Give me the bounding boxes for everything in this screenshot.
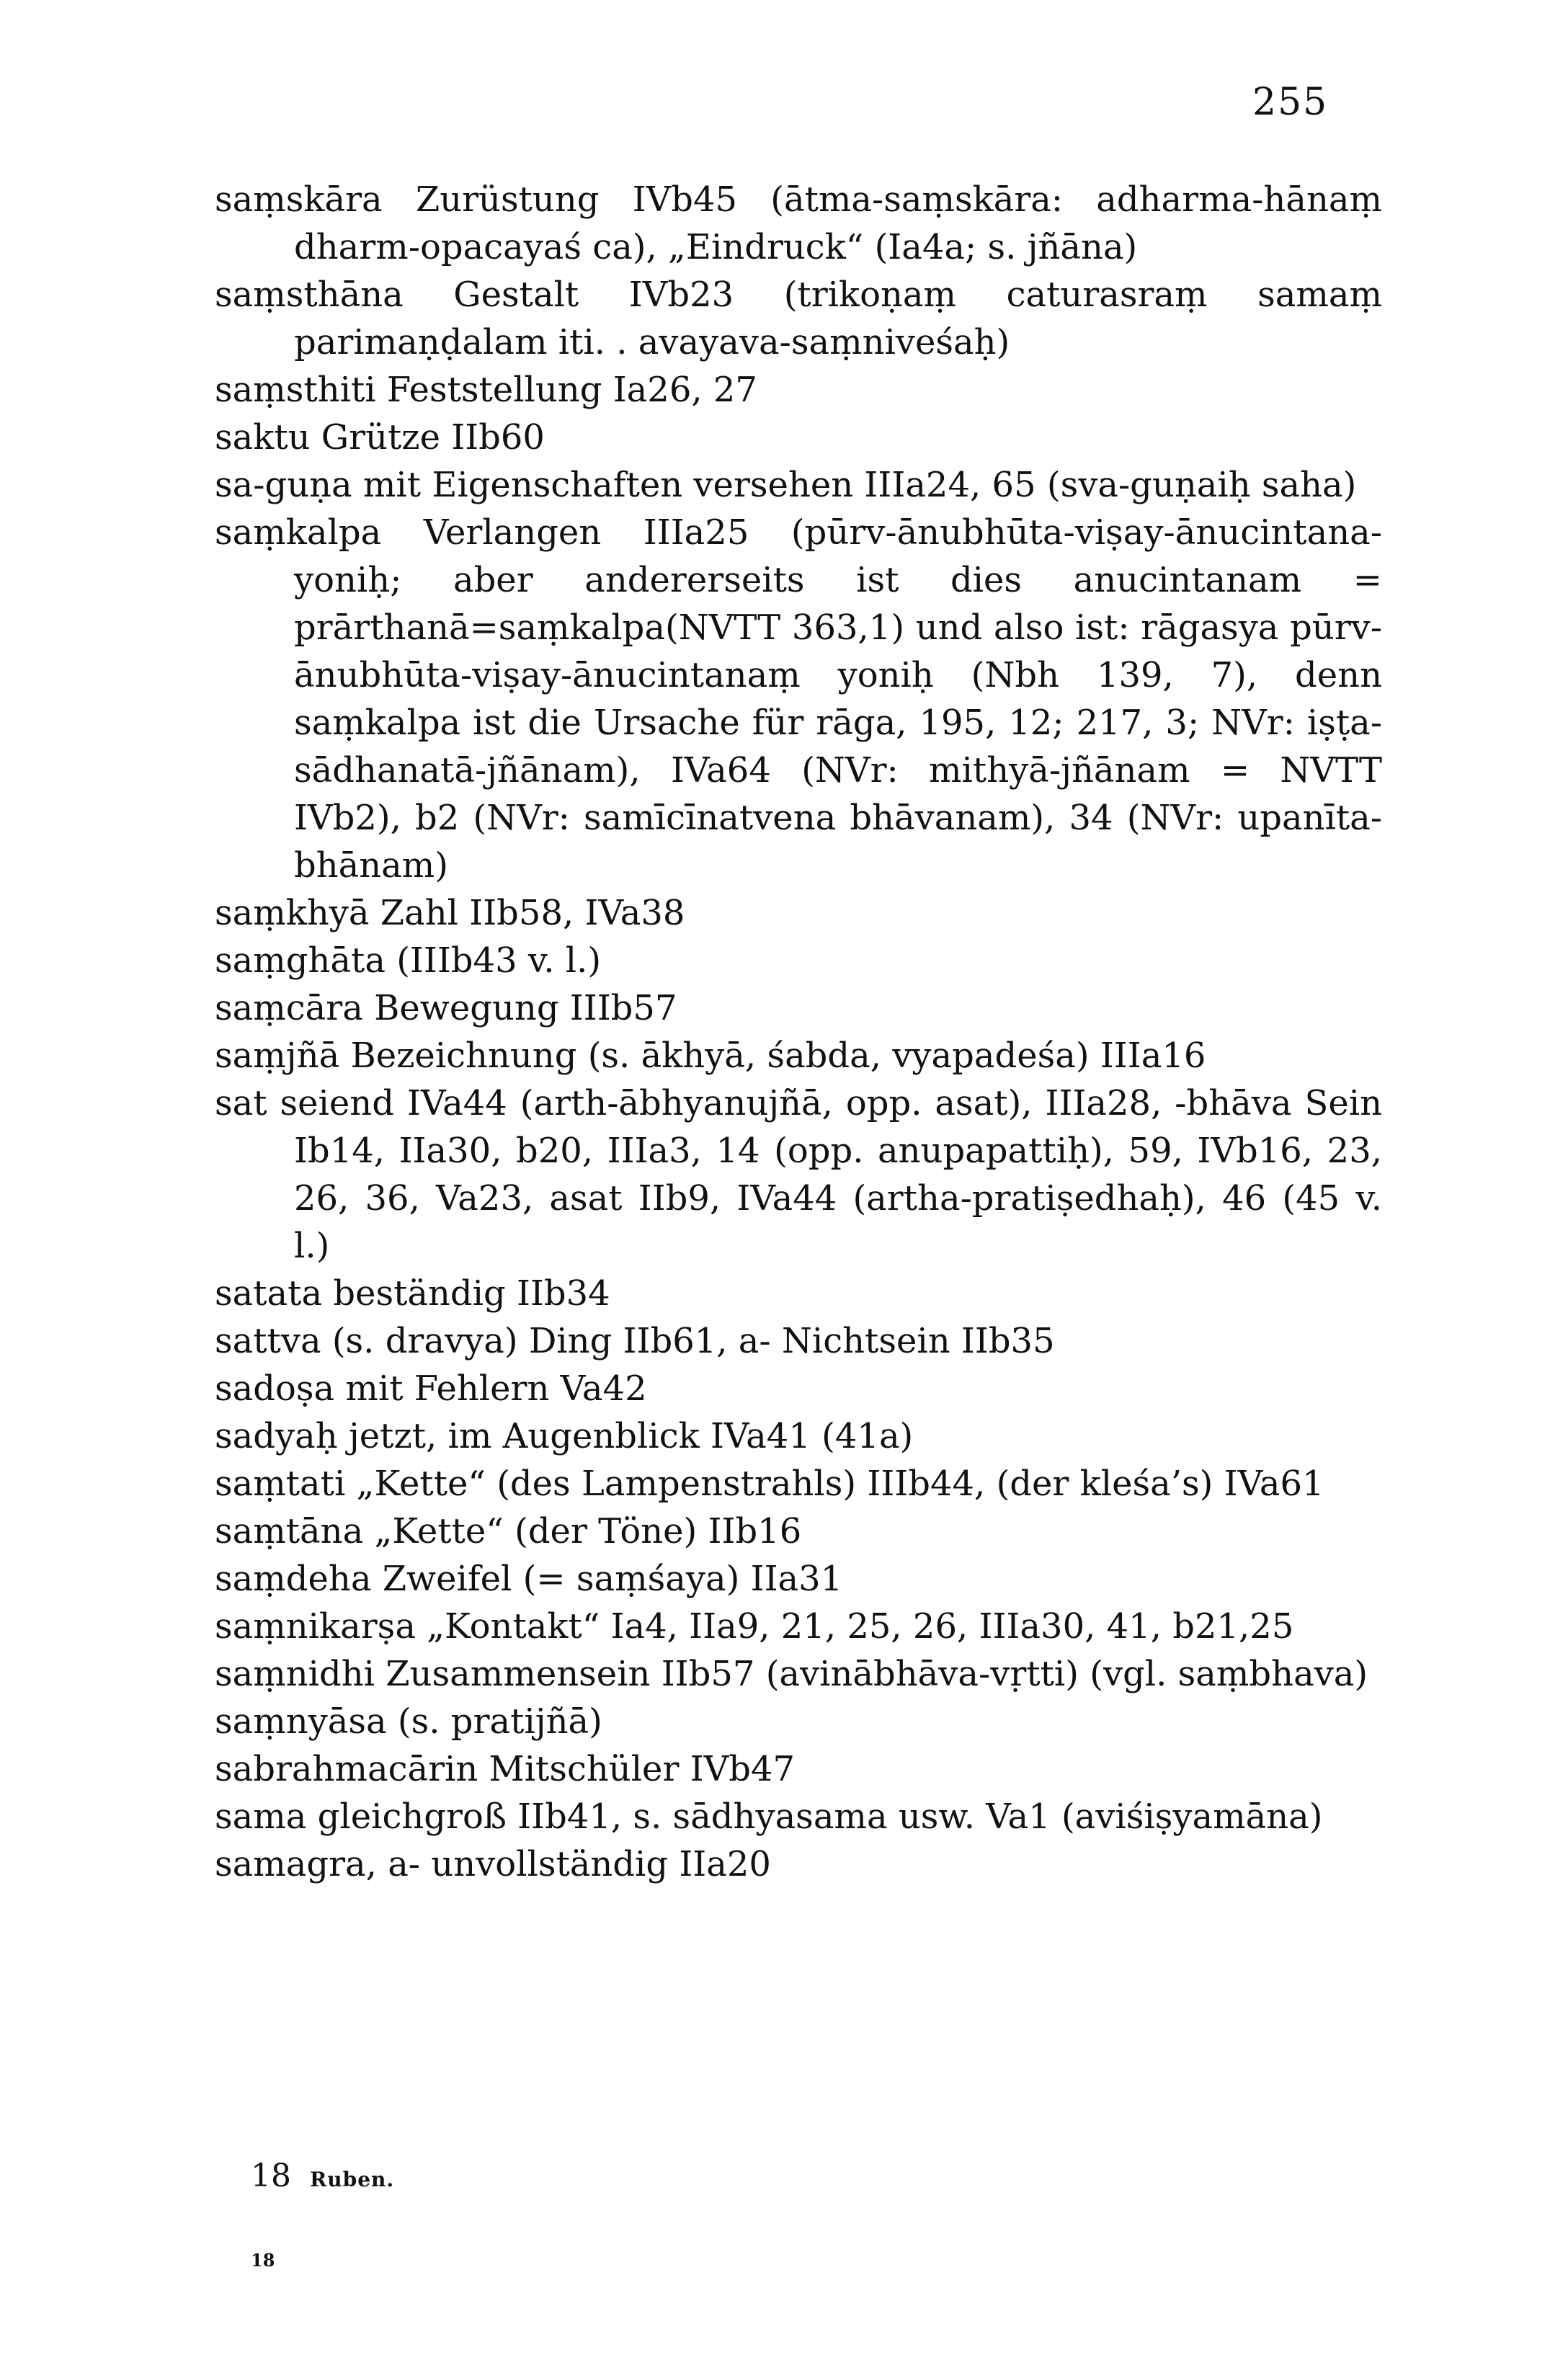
glossary-entry: saktu Grütze IIb60 <box>215 417 545 458</box>
glossary-entry: satata beständig IIb34 <box>215 1273 610 1314</box>
glossary-entry: saṃcāra Bewegung IIIb57 <box>215 988 677 1028</box>
glossary-entry: saṃskāra Zurüstung IVb45 (ātma-saṃskāra: adharma-hānaṃ dharm-opacayaś ca), „Eindruck“ (Ia4a; s. jñāna) <box>215 179 1382 267</box>
glossary-entry: sama gleichgroß IIb41, s. sādhyasama usw. Va1 (aviśiṣyamāna) <box>215 1796 1323 1837</box>
glossary-entry: saṃjñā Bezeichnung (s. ākhyā, śabda, vyapadeśa) IIIa16 <box>215 1036 1206 1076</box>
signature-number: 18 <box>251 2158 291 2194</box>
signature-author: Ruben. <box>310 2168 395 2191</box>
glossary-entry: sat seiend IVa44 (arth-ābhyanujñā, opp. asat), IIIa28, -bhāva Sein Ib14, IIa30, b20, IIIa3, 14 (opp. anupapattiḥ), 59, IVb16, 23, 26, 36, Va23, asat IIb9, IVa44 (artha-pratiṣedhaḥ), 46 (45 v. l.) <box>215 1083 1382 1266</box>
glossary-entry: saṃtāna „Kette“ (der Töne) IIb16 <box>215 1511 802 1551</box>
glossary-entry: saṃkalpa Verlangen IIIa25 (pūrv-ānubhūta-viṣay-ānucintana-yoniḥ; aber andererseits ist dies anucintanam = prārthanā=saṃkalpa(NVTT 363,1) und also ist: rāgasya pūrv-ānubhūta-viṣay-ānucintanaṃ yoniḥ (Nbh 139, 7), denn saṃkalpa ist die Ursache für rāga, 195, 12; 217, 3; NVr: iṣṭa-sādhanatā-jñānam), IVa64 (NVr: mithyā-jñānam = NVTT IVb2), b2 (NVr: samīcīnatvena bhāvanam), 34 (NVr: upanīta-bhānam) <box>215 512 1382 886</box>
glossary-entry: samagra, a- unvollständig IIa20 <box>215 1844 771 1884</box>
glossary-entry: saṃsthiti Feststellung Ia26, 27 <box>215 370 757 410</box>
glossary-entry: saṃnidhi Zusammensein IIb57 (avinābhāva-vṛtti) (vgl. saṃbhava) <box>215 1654 1368 1694</box>
glossary-entry: sadyaḥ jetzt, im Augenblick IVa41 (41a) <box>215 1416 914 1456</box>
glossary-entry: sadoṣa mit Fehlern Va42 <box>215 1368 647 1409</box>
glossary-entry: saṃnikarṣa „Kontakt“ Ia4, IIa9, 21, 25, 26, IIIa30, 41, b21,25 <box>215 1606 1294 1647</box>
glossary-entries <box>215 176 1382 1888</box>
glossary-entry: saṃnyāsa (s. pratijñā) <box>215 1701 602 1742</box>
sheet-number: 18 <box>251 2250 275 2271</box>
glossary-entry: sa-guṇa mit Eigenschaften versehen IIIa24, 65 (sva-guṇaiḥ saha) <box>215 465 1357 505</box>
glossary-entry: sattva (s. dravya) Ding IIb61, a- Nichtsein IIb35 <box>215 1321 1055 1361</box>
glossary-entry: saṃtati „Kette“ (des Lampenstrahls) IIIb44, (der kleśa’s) IVa61 <box>215 1464 1324 1504</box>
printer-signature <box>251 2158 394 2194</box>
glossary-entry: saṃghāta (IIIb43 v. l.) <box>215 940 602 981</box>
page-number: 255 <box>1252 81 1329 124</box>
glossary-entry: saṃsthāna Gestalt IVb23 (trikoṇaṃ caturasraṃ samaṃ parimaṇḍalam iti. . avayava-saṃniveśaḥ) <box>215 275 1382 362</box>
glossary-entry: saṃdeha Zweifel (= saṃśaya) IIa31 <box>215 1559 843 1599</box>
glossary-entry: saṃkhyā Zahl IIb58, IVa38 <box>215 893 685 933</box>
glossary-entry: sabrahmacārin Mitschüler IVb47 <box>215 1749 796 1789</box>
